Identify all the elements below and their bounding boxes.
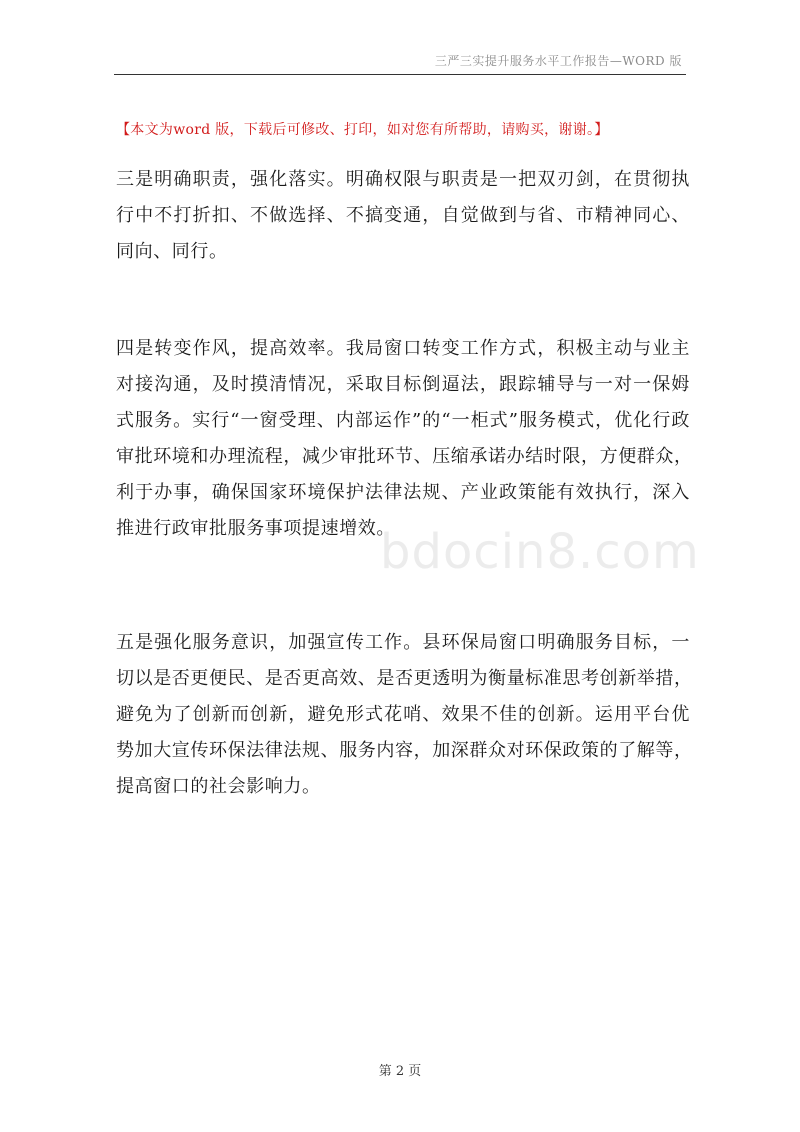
paragraph-line: 审批环境和办理流程，减少审批环节、压缩承诺办结时限，方便群众， xyxy=(116,446,693,467)
paragraph-line: 行中不打折扣、不做选择、不搞变通，自觉做到与省、市精神同心、 xyxy=(116,205,690,226)
paragraph-line: 避免为了创新而创新，避免形式花哨、效果不佳的创新。运用平台优 xyxy=(116,704,690,725)
paragraph-line: 势加大宣传环保法律法规、服务内容，加深群众对环保政策的了解等， xyxy=(116,740,693,761)
paragraph-line: 利于办事，确保国家环境保护法律法规、产业政策能有效执行，深入 xyxy=(116,482,690,503)
paragraph-line: 四是转变作风，提高效率。我局窗口转变工作方式，积极主动与业主 xyxy=(116,338,690,359)
paragraph-line: 提高窗口的社会影响力。 xyxy=(116,776,321,797)
paragraph-line: 同向、同行。 xyxy=(116,241,228,262)
paragraph-efficiency xyxy=(116,331,693,547)
watermark: bdocin8.com xyxy=(380,524,700,580)
paragraph-responsibility xyxy=(116,162,690,270)
paragraph-line: 五是强化服务意识，加强宣传工作。县环保局窗口明确服务目标，一 xyxy=(116,632,690,653)
paragraph-line: 式服务。实行“一窗受理、内部运作”的“一柜式”服务模式，优化行政 xyxy=(116,410,690,431)
paragraph-line: 对接沟通，及时摸清情况，采取目标倒逼法，跟踪辅导与一对一保姆 xyxy=(116,374,690,395)
page-number: 第 2 页 xyxy=(378,1064,422,1079)
paragraph-service-awareness xyxy=(116,625,693,805)
paragraph-line: 推进行政审批服务事项提速增效。 xyxy=(116,518,395,539)
purchase-notice: 【本文为word 版，下载后可修改、打印，如对您有所帮助，请购买，谢谢。】 xyxy=(116,122,609,138)
header-divider xyxy=(114,74,686,75)
paragraph-line: 三是明确职责，强化落实。明确权限与职责是一把双刃剑，在贯彻执 xyxy=(116,169,690,190)
paragraph-line: 切以是否更便民、是否更高效、是否更透明为衡量标准思考创新举措， xyxy=(116,668,693,689)
running-header: 三严三实提升服务水平工作报告—WORD 版 xyxy=(434,54,682,68)
